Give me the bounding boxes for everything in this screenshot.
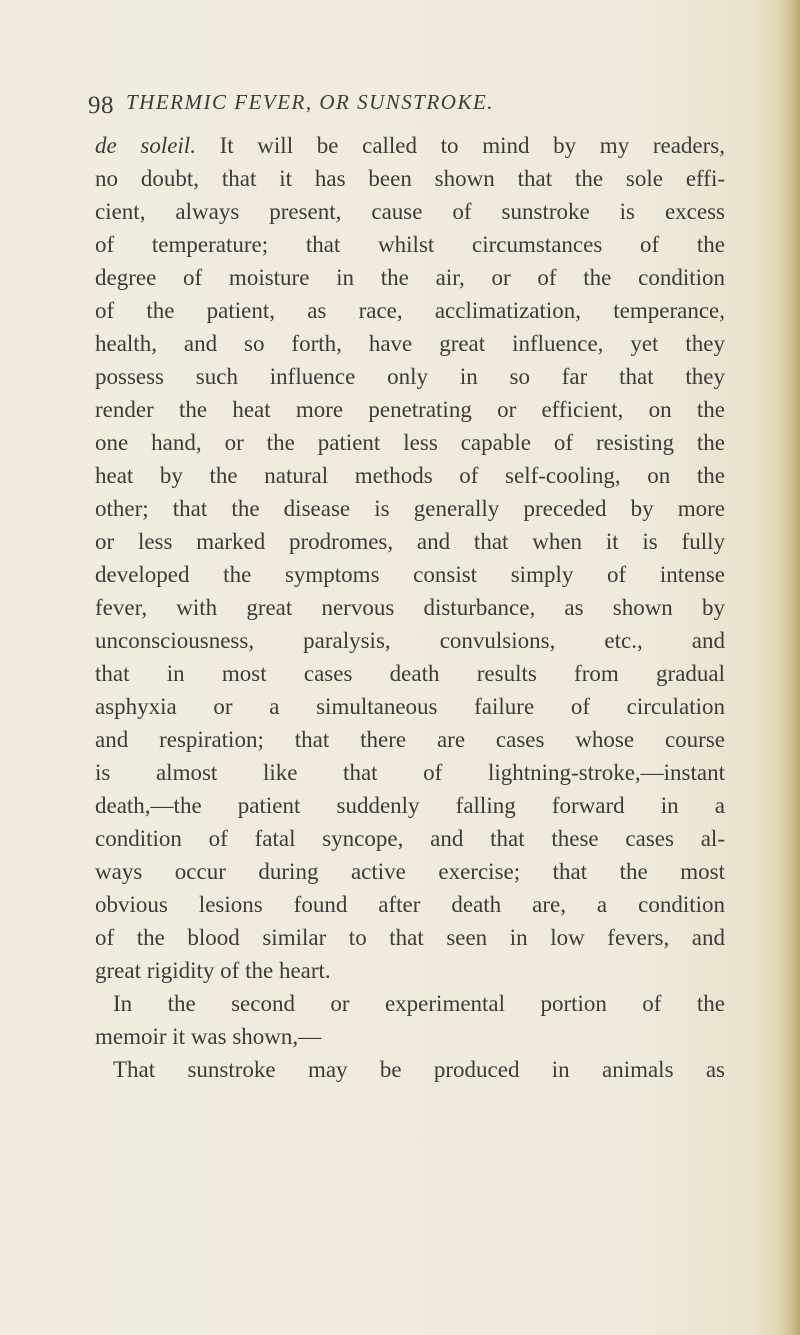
text-line: fever, with great nervous disturbance, as shown by: [95, 595, 725, 620]
text-line: possess such influence only in so far that they: [95, 364, 725, 389]
text-line: great rigidity of the heart.: [95, 958, 331, 983]
text-line: memoir it was shown,—: [95, 1024, 322, 1049]
paragraph-start-line: That sunstroke may be produced in animals as: [113, 1057, 725, 1082]
text-line: unconsciousness, paralysis, convulsions, etc., and: [95, 628, 725, 653]
text-fragment: It will be called to mind by my readers,: [195, 133, 725, 158]
text-line: death,—the patient suddenly falling forward in a: [95, 793, 725, 818]
text-line: render the heat more penetrating or efficient, on the: [95, 397, 725, 422]
running-head: [88, 82, 728, 122]
text-line: ways occur during active exercise; that the most: [95, 859, 725, 884]
text-line: condition of fatal syncope, and that these cases al-: [95, 826, 725, 851]
text-line: developed the symptoms consist simply of intense: [95, 562, 725, 587]
text-line: of the patient, as race, acclimatization, temperance,: [95, 298, 725, 323]
text-line: of temperature; that whilst circumstances of the: [95, 232, 725, 257]
text-line: obvious lesions found after death are, a condition: [95, 892, 725, 917]
page-number: 98: [88, 92, 114, 119]
text-line: degree of moisture in the air, or of the condition: [95, 265, 725, 290]
text-line: that in most cases death results from gradual: [95, 661, 725, 686]
text-line: is almost like that of lightning-stroke,—instant: [95, 760, 725, 785]
text-line: health, and so forth, have great influence, yet they: [95, 331, 725, 356]
text-line: asphyxia or a simultaneous failure of circulation: [95, 694, 725, 719]
text-line: [95, 129, 725, 162]
text-line: one hand, or the patient less capable of resisting the: [95, 430, 725, 455]
text-line: other; that the disease is generally preceded by more: [95, 496, 725, 521]
text-line: heat by the natural methods of self-cooling, on the: [95, 463, 725, 488]
text-line: and respiration; that there are cases whose course: [95, 727, 725, 752]
page-edge-shadow: [778, 0, 800, 1335]
text-line: of the blood similar to that seen in low fevers, and: [95, 925, 725, 950]
italic-fragment: de soleil.: [95, 133, 196, 158]
text-line: cient, always present, cause of sunstroke is excess: [95, 199, 725, 224]
text-line: no doubt, that it has been shown that the sole effi-: [95, 166, 725, 191]
paragraph-start-line: In the second or experimental portion of the: [113, 991, 725, 1016]
running-title: THERMIC FEVER, OR SUNSTROKE.: [126, 90, 495, 114]
text-line: or less marked prodromes, and that when it is fully: [95, 529, 725, 554]
body-text: [95, 129, 725, 1086]
